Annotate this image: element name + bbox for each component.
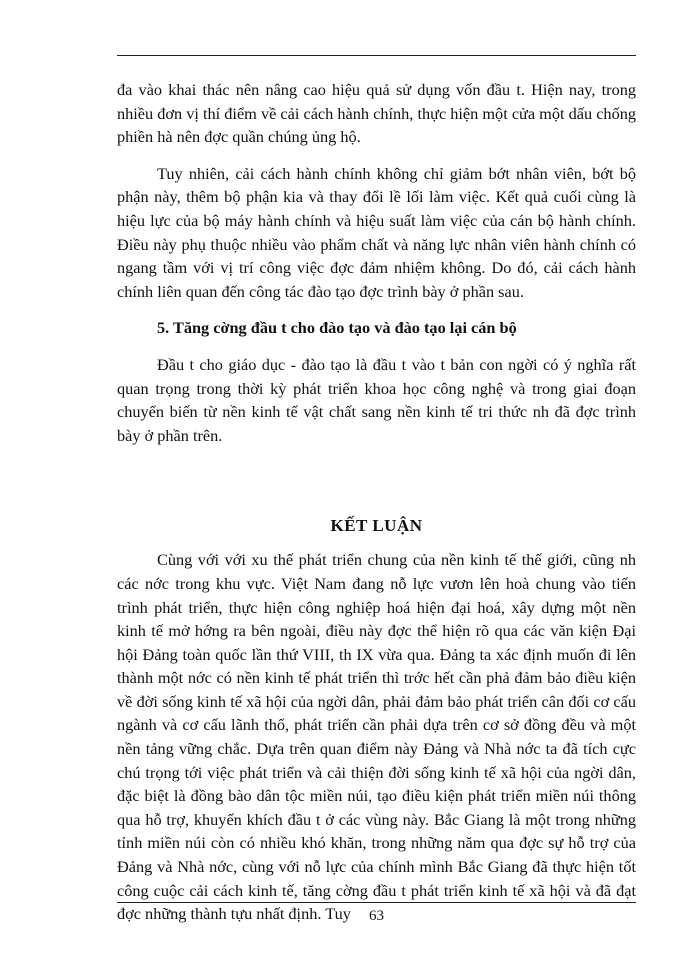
footer-rule [117, 902, 636, 903]
page-body [117, 78, 636, 926]
header-rule [117, 55, 636, 56]
paragraph-1: đa vào khai thác nên nâng cao hiệu quả sử dụng vốn đầu t. Hiện nay, trong nhiều đơn vị thí điểm về cải cách hành chính, thực hiện một cửa một dấu chống phiền hà nên đợc quần chúng ủng hộ. [117, 80, 636, 147]
paragraph-2: Tuy nhiên, cải cách hành chính không chỉ giảm bớt nhân viên, bớt bộ phận này, thêm bộ phận kia và thay đổi lề lối làm việc. Kết quả cuối cùng là hiệu lực của bộ máy hành chính và hiệu suất làm việc của cán bộ hành chính. Điều này phụ thuộc nhiều vào phẩm chất và năng lực nhân viên hành chính có ngang tầm với vị trí công việc đợc đảm nhiệm không. Do đó, cải cách hành chính liên quan đến công tác đào tạo đợc trình bày ở phần sau. [117, 163, 636, 301]
conclusion-title: KẾT LUẬN [330, 516, 423, 536]
paragraph-3: Đầu t cho giáo dục - đào tạo là đầu t vào t bản con ngời có ý nghĩa rất quan trọng trong thời kỳ phát triển khoa học công nghệ và trong giai đoạn chuyển biến từ nền kinh tế vật chất sang nền kinh tế tri thức nh đã đợc trình bày ở phần trên. [117, 354, 636, 445]
paragraph-4: Cùng với với xu thế phát triển chung của nền kinh tế thế giới, cũng nh các nớc trong khu vực. Việt Nam đang nỗ lực vươn lên hoà chung vào tiến trình phát triển, thực hiện công nghiệp hoá hiện đại hoá, xây dựng một nền kinh tế mở hớng ra bên ngoài, điều này đợc thể hiện rõ qua các văn kiện Đại hội Đảng toàn quốc lần thứ VIII, th IX vừa qua. Đảng ta xác định muốn đi lên thành một nớc có nền kinh tế phát triển thì trớc hết cần phả đảm bảo điều kiện về đời sống kinh tế xã hội của ngời dân, phải đảm bảo phát triển cân đối cơ cấu ngành và cơ cấu lãnh thổ, phát triển cần phải dựa trên cơ sở đồng đều và một nền tảng vững chắc. Dựa trên quan điểm này Đảng và Nhà nớc ta đã tích cực chú trọng tới việc phát triển và cải thiện đời sống kinh tế xã hội của ngời dân, đặc biệt là đồng bào dân tộc miền núi, tạo điều kiện phát triển miền núi thông qua hỗ trợ, khuyến khích đầu t ở các vùng này. Bắc Giang là một trong những tỉnh miền núi còn có nhiều khó khăn, trong những năm qua đợc sự hỗ trợ của Đảng và Nhà nớc, cùng với nỗ lực của chính mình Bắc Giang đã thực hiện tốt công cuộc cải cách kinh tế, tăng cờng đầu t phát triển kinh tế xã hội và đã đạt đợc những thành tựu nhất định. Tuy [117, 550, 636, 924]
page-number: 63 [369, 908, 384, 924]
section-heading: 5. Tăng cờng đầu t cho đào tạo và đào tạo lại cán bộ [157, 318, 517, 338]
